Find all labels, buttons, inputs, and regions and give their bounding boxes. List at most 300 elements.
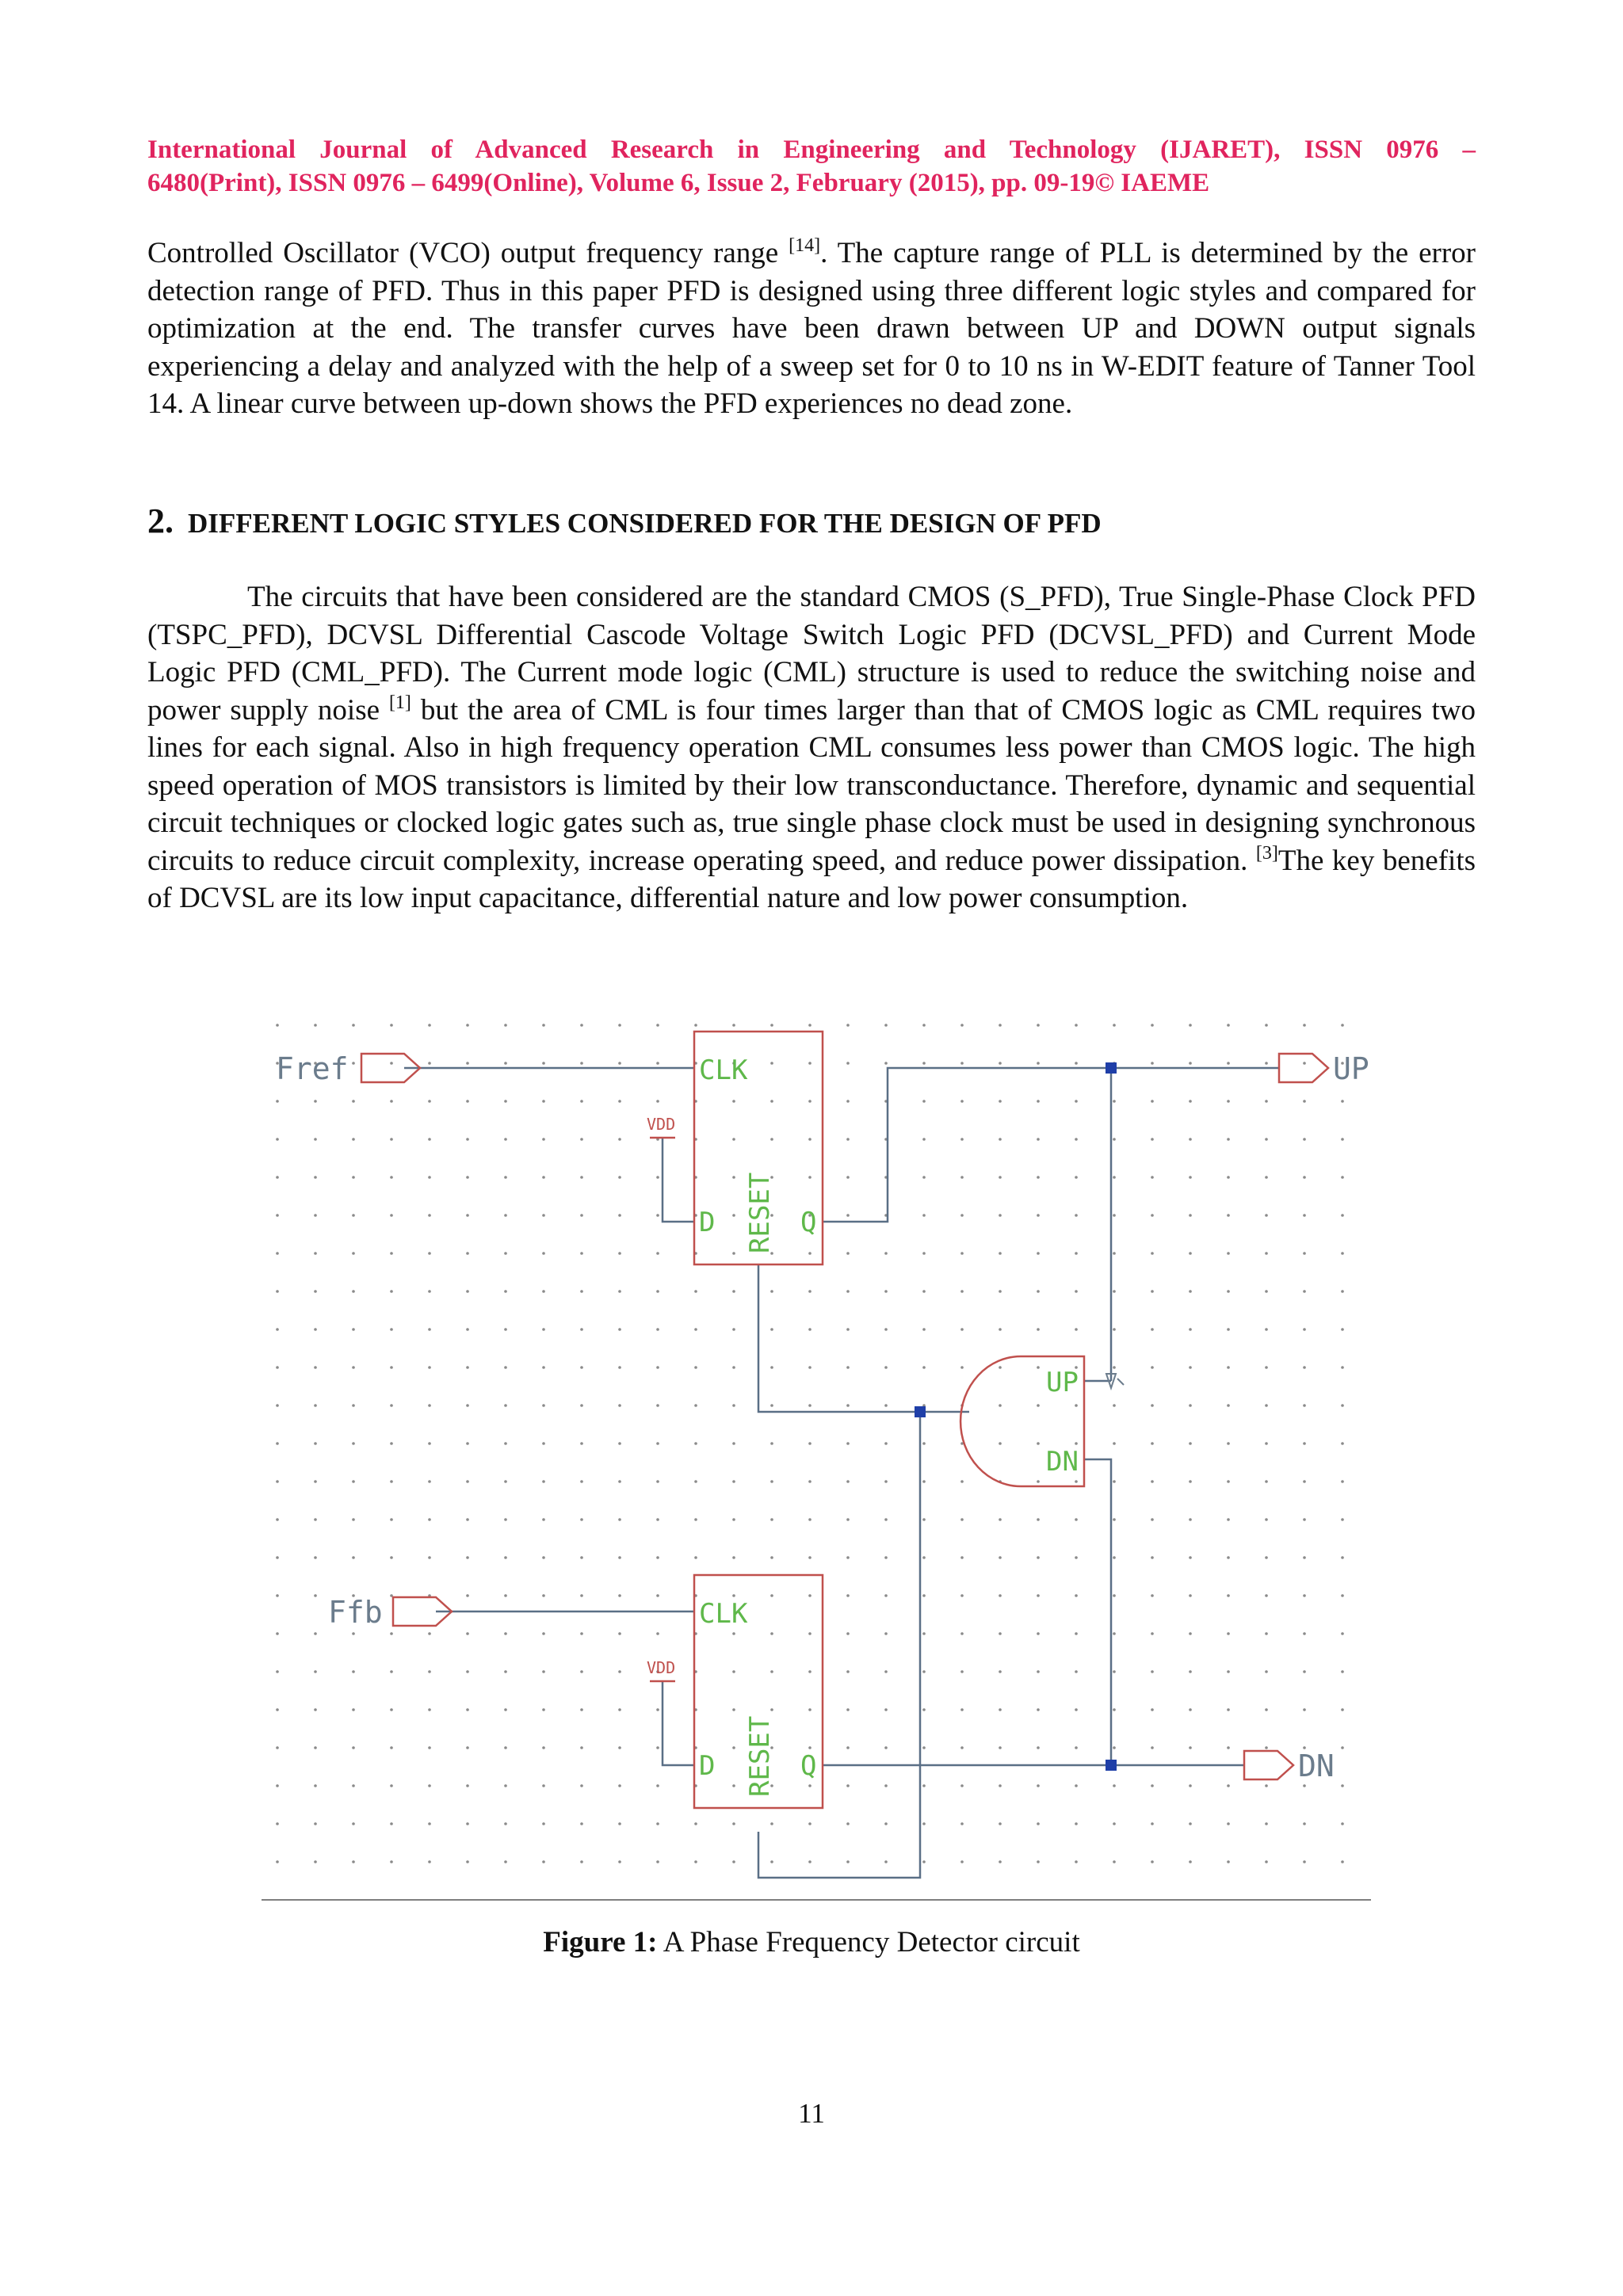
wires [404,1068,1279,1878]
grid-dot [922,1252,926,1255]
grid-dot [694,1822,697,1825]
grid-dot [504,1290,507,1293]
grid-dot [656,1594,659,1597]
grid-dot [542,1746,545,1749]
grid-dot [1189,1708,1192,1711]
grid-dot [276,1214,279,1217]
grid-dots [276,1024,1344,1863]
grid-dot [770,1024,773,1027]
grid-dot [314,1176,317,1179]
journal-header-line2: 6480(Print), ISSN 0976 – 6499(Online), Volume 6, Issue 2, February (2015), pp. 09-19© IAEME [147,169,1210,197]
grid-dot [656,1746,659,1749]
grid-dot [999,1404,1002,1407]
grid-dot [428,1252,431,1255]
port-up [1279,1054,1328,1082]
grid-dot [1341,1632,1344,1635]
grid-dot [352,1632,355,1635]
grid-dot [808,1708,812,1711]
grid-dot [1265,1708,1268,1711]
port-dn [1244,1751,1293,1779]
grid-dot [466,1214,469,1217]
grid-dot [999,1784,1002,1787]
grid-dot [504,1594,507,1597]
grid-dot [542,1290,545,1293]
citation: [1] [388,692,411,713]
grid-dot [1189,1404,1192,1407]
grid-dot [466,1252,469,1255]
grid-dot [846,1822,850,1825]
grid-dot [276,1290,279,1293]
blocks [361,1032,1328,1808]
grid-dot [352,1100,355,1103]
grid-dot [504,1214,507,1217]
grid-dot [428,1518,431,1521]
grid-dot [618,1784,621,1787]
grid-dot [1265,1366,1268,1369]
label-gate-up: UP [1046,1367,1079,1398]
grid-dot [999,1366,1002,1369]
grid-dot [808,1024,812,1027]
grid-dot [580,1556,583,1559]
grid-dot [922,1556,926,1559]
grid-dot [390,1518,393,1521]
grid-dot [808,1252,812,1255]
grid-dot [922,1442,926,1445]
grid-dot [1113,1328,1116,1331]
grid-dot [922,1176,926,1179]
grid-dot [960,1746,964,1749]
grid-dot [922,1214,926,1217]
grid-dot [884,1556,888,1559]
grid-dot [618,1024,621,1027]
grid-dot [1303,1252,1306,1255]
grid-dot [314,1138,317,1141]
grid-dot [1151,1708,1154,1711]
grid-dot [580,1404,583,1407]
grid-dot [1113,1556,1116,1559]
grid-dot [1075,1062,1078,1065]
grid-dot [846,1670,850,1673]
grid-dot [1113,1594,1116,1597]
grid-dot [1227,1062,1230,1065]
label-fref: Fref [276,1051,349,1086]
grid-dot [466,1480,469,1483]
grid-dot [352,1518,355,1521]
grid-dot [466,1556,469,1559]
grid-dot [1037,1518,1040,1521]
grid-dot [1303,1100,1306,1103]
grid-dot [1265,1784,1268,1787]
grid-dot [999,1860,1002,1863]
grid-dot [504,1100,507,1103]
grid-dot [960,1670,964,1673]
label-q-top: Q [800,1207,817,1238]
grid-dot [580,1518,583,1521]
grid-dot [1303,1784,1306,1787]
grid-dot [352,1176,355,1179]
grid-dot [314,1290,317,1293]
grid-dot [504,1670,507,1673]
grid-dot [618,1556,621,1559]
grid-dot [1303,1138,1306,1141]
label-gate-dn: DN [1046,1446,1079,1478]
grid-dot [1303,1632,1306,1635]
grid-dot [276,1822,279,1825]
grid-dot [618,1708,621,1711]
grid-dot [504,1442,507,1445]
grid-dot [808,1442,812,1445]
grid-dot [1075,1518,1078,1521]
grid-dot [770,1442,773,1445]
grid-dot [428,1100,431,1103]
grid-dot [618,1100,621,1103]
grid-dot [352,1138,355,1141]
grid-dot [390,1860,393,1863]
grid-dot [1341,1214,1344,1217]
grid-dot [808,1860,812,1863]
wire-vdd-to-d-top [663,1138,694,1222]
grid-dot [1341,1670,1344,1673]
grid-dot [1075,1594,1078,1597]
grid-dot [618,1138,621,1141]
grid-dot [1265,1860,1268,1863]
grid-dot [770,1138,773,1141]
grid-dot [1227,1632,1230,1635]
grid-dot [770,1480,773,1483]
grid-dot [276,1366,279,1369]
grid-dot [922,1518,926,1521]
grid-dot [1113,1822,1116,1825]
grid-dot [504,1708,507,1711]
grid-dot [580,1024,583,1027]
grid-dot [1075,1784,1078,1787]
grid-dot [542,1480,545,1483]
grid-dot [1113,1366,1116,1369]
pfd-schematic [262,1000,1371,1901]
grid-dot [1151,1746,1154,1749]
grid-dot [808,1366,812,1369]
grid-dot [1265,1062,1268,1065]
grid-dot [694,1328,697,1331]
paragraph-logic-styles [147,578,1476,917]
grid-dot [999,1328,1002,1331]
grid-dot [1303,1176,1306,1179]
grid-dot [1037,1708,1040,1711]
journal-header [147,133,1476,200]
grid-dot [884,1518,888,1521]
grid-dot [580,1290,583,1293]
grid-dot [352,1290,355,1293]
grid-dot [732,1366,735,1369]
grid-dot [1227,1556,1230,1559]
grid-dot [352,1556,355,1559]
grid-dot [1037,1632,1040,1635]
grid-dot [1265,1176,1268,1179]
wire-q-top-to-up [823,1068,1279,1222]
grid-dot [1303,1556,1306,1559]
grid-dot [352,1480,355,1483]
grid-dot [466,1176,469,1179]
grid-dot [504,1252,507,1255]
grid-dot [960,1024,964,1027]
grid-dot [428,1670,431,1673]
grid-dot [884,1860,888,1863]
grid-dot [1341,1404,1344,1407]
grid-dot [999,1176,1002,1179]
label-ffb: Ffb [328,1595,383,1630]
grid-dot [314,1214,317,1217]
grid-dot [922,1290,926,1293]
grid-dot [770,1594,773,1597]
grid-dot [1265,1632,1268,1635]
grid-dot [1341,1784,1344,1787]
grid-dot [732,1176,735,1179]
grid-dot [1113,1442,1116,1445]
grid-dot [732,1442,735,1445]
grid-dot [694,1024,697,1027]
grid-dot [618,1480,621,1483]
grid-dot [1151,1214,1154,1217]
grid-dot [276,1670,279,1673]
grid-dot [314,1594,317,1597]
grid-dot [846,1632,850,1635]
grid-dot [1037,1442,1040,1445]
grid-dot [1151,1024,1154,1027]
paragraph-text: but the area of CML is four times larger than that of CMOS logic as CML requires two lines for each signal. Also in high frequency operation CML consumes less power than CMOS logic. The high speed operation of MOS transistors is limited by their low transconductance. Therefore, dynamic and sequential circuit techniques or clocked logic gates such as, true single phase clock must be used in designing synchronous circuits to reduce circuit complexity, increase operating speed, and reduce power dissipation. [147,693,1476,877]
grid-dot [618,1632,621,1635]
grid-dot [580,1442,583,1445]
grid-dot [618,1214,621,1217]
grid-dot [884,1822,888,1825]
grid-dot [542,1860,545,1863]
grid-dot [390,1176,393,1179]
grid-dot [922,1100,926,1103]
grid-dot [1227,1860,1230,1863]
grid-dot [276,1480,279,1483]
grid-dot [922,1138,926,1141]
grid-dot [808,1290,812,1293]
grid-dot [999,1214,1002,1217]
grid-dot [1227,1290,1230,1293]
grid-dot [390,1024,393,1027]
grid-dot [694,1860,697,1863]
grid-dot [276,1708,279,1711]
grid-dot [390,1822,393,1825]
grid-dot [1227,1746,1230,1749]
grid-dot [922,1670,926,1673]
grid-dot [1227,1100,1230,1103]
grid-dot [1303,1328,1306,1331]
grid-dot [1341,1860,1344,1863]
grid-dot [276,1024,279,1027]
grid-dot [846,1024,850,1027]
grid-dot [732,1784,735,1787]
grid-dot [1151,1442,1154,1445]
grid-dot [770,1556,773,1559]
grid-dot [1189,1518,1192,1521]
grid-dot [580,1860,583,1863]
grid-dot [1341,1252,1344,1255]
grid-dot [1341,1594,1344,1597]
grid-dot [999,1594,1002,1597]
junction-up [1106,1062,1117,1074]
grid-dot [428,1290,431,1293]
grid-dot [960,1252,964,1255]
grid-dot [1037,1138,1040,1141]
grid-dot [1265,1252,1268,1255]
grid-dot [808,1518,812,1521]
grid-dot [884,1024,888,1027]
grid-dot [1227,1442,1230,1445]
page-number: 11 [798,2098,825,2129]
grid-dot [1227,1366,1230,1369]
grid-dot [808,1556,812,1559]
grid-dot [846,1138,850,1141]
paragraph-intro [147,235,1476,423]
grid-dot [770,1328,773,1331]
grid-dot [1341,1100,1344,1103]
grid-dot [504,1518,507,1521]
grid-dot [314,1442,317,1445]
grid-dot [390,1784,393,1787]
grid-dot [428,1024,431,1027]
grid-dot [656,1556,659,1559]
grid-dot [999,1252,1002,1255]
grid-dot [466,1860,469,1863]
grid-dot [352,1062,355,1065]
grid-dot [580,1480,583,1483]
grid-dot [428,1746,431,1749]
paragraph-text: The key benefits of DCVSL are its low input capacitance, differential nature and low power consumption. [147,844,1476,914]
grid-dot [732,1632,735,1635]
grid-dot [1341,1442,1344,1445]
grid-dot [466,1746,469,1749]
grid-dot [352,1442,355,1445]
grid-dot [1151,1480,1154,1483]
grid-dot [884,1328,888,1331]
grid-dot [466,1024,469,1027]
grid-dot [1265,1746,1268,1749]
probe-marker [1106,1374,1124,1388]
grid-dot [618,1518,621,1521]
grid-dot [542,1366,545,1369]
grid-dot [1075,1214,1078,1217]
grid-dot [1227,1708,1230,1711]
grid-dot [999,1670,1002,1673]
grid-dot [922,1366,926,1369]
grid-dot [1189,1366,1192,1369]
grid-dot [466,1442,469,1445]
grid-dot [732,1860,735,1863]
grid-dot [1151,1404,1154,1407]
grid-dot [694,1556,697,1559]
grid-dot [1265,1822,1268,1825]
grid-dot [999,1518,1002,1521]
grid-dot [580,1366,583,1369]
grid-dot [1303,1822,1306,1825]
grid-dot [428,1328,431,1331]
grid-dot [276,1442,279,1445]
grid-dot [390,1252,393,1255]
grid-dot [352,1860,355,1863]
grid-dot [1341,1518,1344,1521]
grid-dot [1227,1176,1230,1179]
vdd-labels [647,1115,675,1677]
grid-dot [618,1404,621,1407]
grid-dot [656,1860,659,1863]
grid-dot [1037,1328,1040,1331]
grid-dot [656,1480,659,1483]
grid-dot [276,1176,279,1179]
grid-dot [694,1518,697,1521]
grid-dot [732,1214,735,1217]
grid-dot [922,1062,926,1065]
grid-dot [1075,1480,1078,1483]
grid-dot [808,1404,812,1407]
grid-dot [999,1746,1002,1749]
grid-dot [656,1366,659,1369]
grid-dot [770,1632,773,1635]
grid-dot [314,1100,317,1103]
grid-dot [276,1784,279,1787]
grid-dot [960,1100,964,1103]
grid-dot [922,1708,926,1711]
grid-dot [732,1404,735,1407]
grid-dot [770,1708,773,1711]
grid-dot [922,1024,926,1027]
grid-dot [1227,1518,1230,1521]
grid-dot [922,1632,926,1635]
label-vdd-bottom: VDD [647,1658,676,1677]
grid-dot [466,1290,469,1293]
grid-dot [580,1822,583,1825]
grid-dot [466,1822,469,1825]
grid-dot [1189,1100,1192,1103]
grid-dot [1303,1024,1306,1027]
grid-dot [542,1518,545,1521]
grid-dot [999,1708,1002,1711]
grid-dot [1075,1442,1078,1445]
grid-dot [1265,1480,1268,1483]
grid-dot [1037,1100,1040,1103]
grid-dot [884,1252,888,1255]
grid-dot [276,1556,279,1559]
journal-header-line1: International Journal of Advanced Research in Engineering and Technology (IJARET), ISSN 0976 – [147,135,1476,164]
grid-dot [884,1708,888,1711]
grid-dot [1341,1480,1344,1483]
grid-dot [846,1062,850,1065]
grid-dot [999,1632,1002,1635]
grid-dot [1303,1366,1306,1369]
label-vdd-top: VDD [647,1115,676,1134]
grid-dot [276,1138,279,1141]
grid-dot [1075,1746,1078,1749]
grid-dot [999,1556,1002,1559]
grid-dot [542,1632,545,1635]
grid-dot [656,1518,659,1521]
grid-dot [694,1442,697,1445]
grid-dot [1189,1290,1192,1293]
grid-dot [580,1100,583,1103]
grid-dot [1037,1822,1040,1825]
grid-dot [808,1784,812,1787]
grid-dot [504,1328,507,1331]
grid-dot [314,1746,317,1749]
grid-dot [960,1860,964,1863]
grid-dot [580,1328,583,1331]
grid-dot [1151,1556,1154,1559]
grid-dot [770,1404,773,1407]
